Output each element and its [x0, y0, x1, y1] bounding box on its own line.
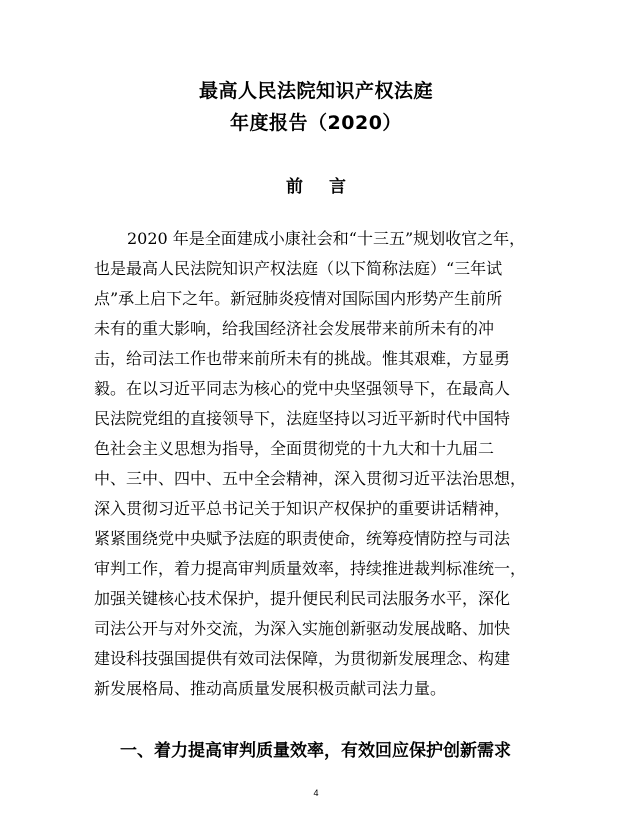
- paragraph-line: 点”承上启下之年。新冠肺炎疫情对国际国内形势产生前所: [94, 289, 503, 308]
- paragraph-line: 建设科技强国提供有效司法保障，为贯彻新发展理念、构建: [94, 649, 511, 668]
- paragraph-line: 未有的重大影响，给我国经济社会发展带来前所未有的冲: [94, 319, 495, 338]
- paragraph-line: 加强关键核心技术保护，提升便民利民司法服务水平，深化: [94, 589, 511, 608]
- paragraph-line: 新发展格局、推动高质量发展积极贡献司法力量。: [94, 679, 447, 698]
- report-title: 最高人民法院知识产权法庭: [198, 80, 433, 102]
- report-subtitle: 年度报告（2020）: [230, 112, 402, 134]
- paragraph-line: 中、三中、四中、五中全会精神，深入贯彻习近平法治思想，: [94, 469, 527, 488]
- paragraph-line: 也是最高人民法院知识产权法庭（以下简称法庭）“三年试: [94, 259, 503, 278]
- paragraph-line: 击，给司法工作也带来前所未有的挑战。惟其艰难，方显勇: [94, 349, 511, 368]
- paragraph-line: 民法院党组的直接领导下，法庭坚持以习近平新时代中国特: [94, 409, 511, 428]
- section-heading-1: 一、着力提高审判质量效率，有效回应保护创新需求: [120, 741, 511, 761]
- paragraph-line: 审判工作，着力提高审判质量效率，持续推进裁判标准统一，: [94, 559, 527, 578]
- page-number: 4: [313, 788, 319, 798]
- paragraph-line: 司法公开与对外交流，为深入实施创新驱动发展战略、加快: [94, 619, 511, 638]
- paragraph-line: 毅。在以习近平同志为核心的党中央坚强领导下，在最高人: [94, 379, 511, 398]
- paragraph-line: 紧紧围绕党中央赋予法庭的职责使命，统筹疫情防控与司法: [94, 529, 511, 548]
- section-title-preface: 前 言: [286, 177, 356, 197]
- paragraph-line: 2020 年是全面建成小康社会和“十三五”规划收官之年，: [127, 229, 526, 248]
- paragraph-line: 深入贯彻习近平总书记关于知识产权保护的重要讲话精神，: [94, 499, 511, 518]
- paragraph-line: 色社会主义思想为指导，全面贯彻党的十九大和十九届二: [94, 439, 495, 458]
